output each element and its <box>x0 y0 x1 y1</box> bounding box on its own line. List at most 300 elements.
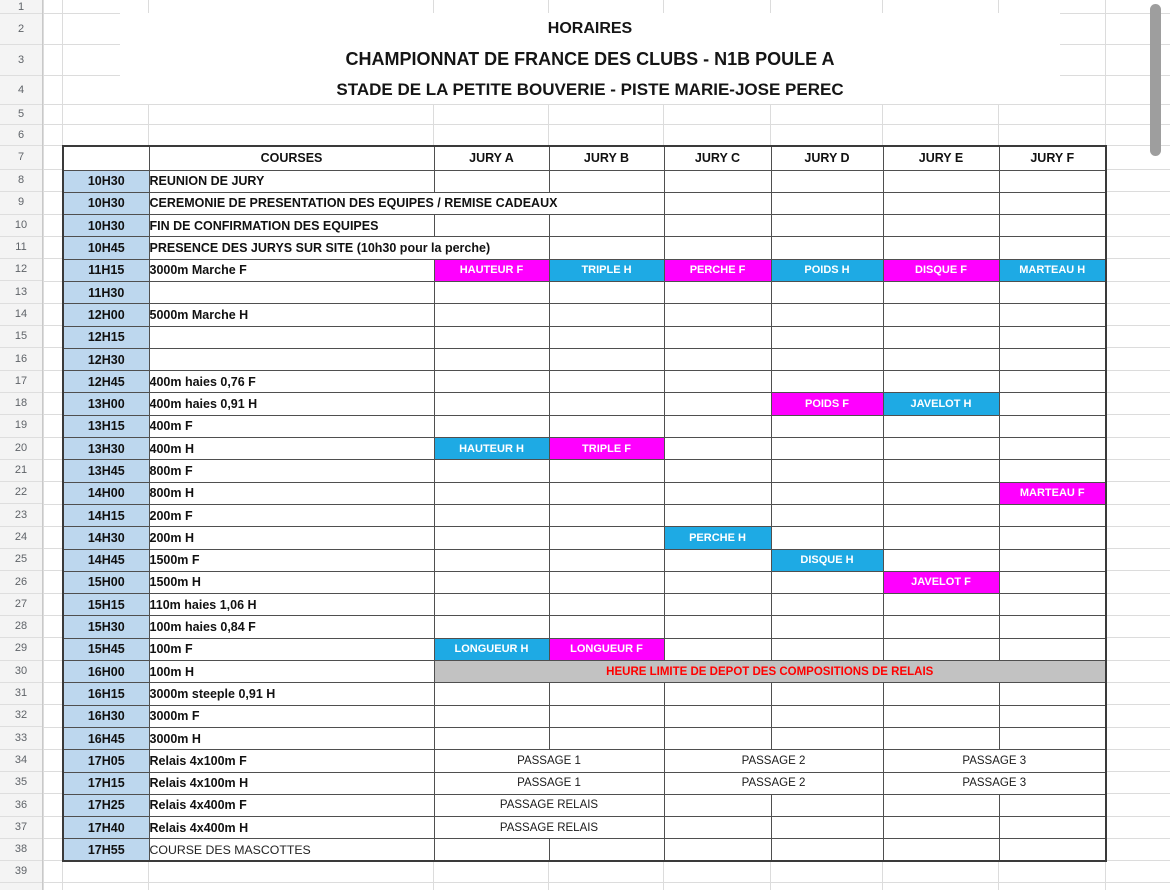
time-cell-38[interactable]: 17H55 <box>63 839 149 861</box>
jury-cell[interactable] <box>664 415 771 437</box>
row-number[interactable]: 19 <box>0 414 42 437</box>
row-number[interactable]: 14 <box>0 303 42 326</box>
jury-cell[interactable] <box>771 438 883 460</box>
title-venue[interactable]: STADE DE LA PETITE BOUVERIE - PISTE MARIE-JOSE PEREC <box>120 75 1060 104</box>
jury-cell[interactable] <box>549 371 664 393</box>
jury-cell[interactable] <box>771 415 883 437</box>
row-number[interactable]: 11 <box>0 236 42 259</box>
row-number[interactable]: 6 <box>0 124 42 146</box>
jury-cell[interactable] <box>549 839 664 861</box>
jury-header-a[interactable]: JURY A <box>434 146 549 170</box>
row-number[interactable]: 33 <box>0 727 42 750</box>
time-cell-28[interactable]: 15H30 <box>63 616 149 638</box>
row-number[interactable]: 18 <box>0 392 42 415</box>
jury-cell[interactable] <box>771 594 883 616</box>
jury-cell[interactable] <box>883 237 999 259</box>
jury-cell[interactable] <box>549 504 664 526</box>
jury-cell[interactable] <box>549 594 664 616</box>
course-cell-11[interactable]: PRESENCE DES JURYS SUR SITE (10h30 pour la perche) <box>149 237 549 259</box>
jury-cell[interactable] <box>771 170 883 192</box>
jury-cell[interactable] <box>549 393 664 415</box>
jury-cell[interactable] <box>771 839 883 861</box>
jury-cell[interactable] <box>771 616 883 638</box>
passage-cell[interactable]: PASSAGE 1 <box>434 772 664 794</box>
row-number[interactable]: 22 <box>0 481 42 504</box>
jury-cell[interactable] <box>999 304 1106 326</box>
jury-cell[interactable] <box>664 326 771 348</box>
jury-cell[interactable] <box>771 192 883 214</box>
row-number[interactable]: 31 <box>0 682 42 705</box>
jury-cell[interactable] <box>664 683 771 705</box>
jury-cell[interactable] <box>549 281 664 303</box>
row-number[interactable]: 20 <box>0 437 42 460</box>
jury-cell[interactable] <box>999 281 1106 303</box>
jury-header-e[interactable]: JURY E <box>883 146 999 170</box>
course-cell-32[interactable]: 3000m F <box>149 705 434 727</box>
time-cell-22[interactable]: 14H00 <box>63 482 149 504</box>
row-number[interactable]: 28 <box>0 615 42 638</box>
jury-cell[interactable] <box>999 504 1106 526</box>
row-number[interactable]: 30 <box>0 660 42 683</box>
jury-cell[interactable] <box>549 705 664 727</box>
jury-cell[interactable] <box>434 616 549 638</box>
jury-cell[interactable] <box>999 727 1106 749</box>
jury-cell[interactable] <box>664 571 771 593</box>
relay-deadline-notice[interactable]: HEURE LIMITE DE DEPOT DES COMPOSITIONS DE RELAIS <box>434 661 1106 683</box>
jury-cell[interactable] <box>664 460 771 482</box>
jury-cell[interactable] <box>883 192 999 214</box>
time-cell-25[interactable]: 14H45 <box>63 549 149 571</box>
jury-cell[interactable] <box>999 192 1106 214</box>
jury-cell[interactable] <box>434 839 549 861</box>
jury-cell[interactable] <box>883 817 999 839</box>
time-cell-18[interactable]: 13H00 <box>63 393 149 415</box>
jury-cell[interactable] <box>999 237 1106 259</box>
jury-header-b[interactable]: JURY B <box>549 146 664 170</box>
jury-cell[interactable] <box>771 460 883 482</box>
row-number[interactable]: 37 <box>0 816 42 839</box>
event-cell[interactable]: PERCHE F <box>664 259 771 281</box>
row-number[interactable]: 39 <box>0 860 42 883</box>
schedule-row-33 <box>63 727 1106 749</box>
course-cell-8[interactable]: REUNION DE JURY <box>149 170 434 192</box>
course-cell-36[interactable]: Relais 4x400m F <box>149 794 434 816</box>
schedule-row-14 <box>63 304 1106 326</box>
header-row <box>63 146 1106 170</box>
row-number[interactable]: 2 <box>0 13 42 45</box>
course-cell-14[interactable]: 5000m Marche H <box>149 304 434 326</box>
row-number[interactable]: 27 <box>0 593 42 616</box>
row-number[interactable]: 26 <box>0 570 42 593</box>
jury-cell[interactable] <box>549 304 664 326</box>
title-horaires[interactable]: HORAIRES <box>120 13 1060 44</box>
jury-cell[interactable] <box>999 549 1106 571</box>
schedule-row-20 <box>63 438 1106 460</box>
jury-cell[interactable] <box>771 638 883 660</box>
jury-header-f[interactable]: JURY F <box>999 146 1106 170</box>
event-cell[interactable]: JAVELOT F <box>883 571 999 593</box>
jury-cell[interactable] <box>883 638 999 660</box>
schedule-row-9 <box>63 192 1106 214</box>
event-cell[interactable]: LONGUEUR H <box>434 638 549 660</box>
jury-cell[interactable] <box>549 549 664 571</box>
course-cell-23[interactable]: 200m F <box>149 504 434 526</box>
jury-cell[interactable] <box>771 482 883 504</box>
jury-cell[interactable] <box>434 170 549 192</box>
schedule-row-30 <box>63 661 1106 683</box>
row-number[interactable]: 1 <box>0 0 42 14</box>
jury-cell[interactable] <box>664 281 771 303</box>
jury-cell[interactable] <box>434 460 549 482</box>
event-cell[interactable]: PERCHE H <box>664 527 771 549</box>
jury-cell[interactable] <box>434 371 549 393</box>
jury-cell[interactable] <box>664 348 771 370</box>
event-cell[interactable]: MARTEAU F <box>999 482 1106 504</box>
jury-cell[interactable] <box>664 393 771 415</box>
jury-cell[interactable] <box>999 415 1106 437</box>
row-number[interactable]: 10 <box>0 214 42 237</box>
jury-cell[interactable] <box>664 371 771 393</box>
passage-cell[interactable]: PASSAGE 3 <box>883 750 1106 772</box>
jury-cell[interactable] <box>883 326 999 348</box>
row-number[interactable]: 35 <box>0 771 42 794</box>
course-cell-19[interactable]: 400m F <box>149 415 434 437</box>
jury-cell[interactable] <box>549 571 664 593</box>
schedule-row-17 <box>63 371 1106 393</box>
schedule-row-34 <box>63 750 1106 772</box>
time-cell-15[interactable]: 12H15 <box>63 326 149 348</box>
jury-cell[interactable] <box>549 460 664 482</box>
jury-cell[interactable] <box>664 170 771 192</box>
time-cell-17[interactable]: 12H45 <box>63 371 149 393</box>
course-cell-9[interactable]: CEREMONIE DE PRESENTATION DES EQUIPES / REMISE CADEAUX <box>149 192 664 214</box>
schedule-row-23 <box>63 504 1106 526</box>
jury-header-d[interactable]: JURY D <box>771 146 883 170</box>
course-cell-17[interactable]: 400m haies 0,76 F <box>149 371 434 393</box>
row-number[interactable]: 36 <box>0 793 42 816</box>
gridline <box>43 104 1170 105</box>
event-cell[interactable]: POIDS H <box>771 259 883 281</box>
jury-cell[interactable] <box>771 326 883 348</box>
jury-cell[interactable] <box>771 794 883 816</box>
event-cell[interactable]: LONGUEUR F <box>549 638 664 660</box>
time-cell-11[interactable]: 10H45 <box>63 237 149 259</box>
time-cell-36[interactable]: 17H25 <box>63 794 149 816</box>
time-cell-24[interactable]: 14H30 <box>63 527 149 549</box>
passage-cell[interactable]: PASSAGE RELAIS <box>434 794 664 816</box>
time-header-cell[interactable] <box>63 146 149 170</box>
course-cell-35[interactable]: Relais 4x100m H <box>149 772 434 794</box>
jury-cell[interactable] <box>771 215 883 237</box>
jury-cell[interactable] <box>664 727 771 749</box>
jury-cell[interactable] <box>434 482 549 504</box>
event-cell[interactable]: HAUTEUR H <box>434 438 549 460</box>
time-cell-32[interactable]: 16H30 <box>63 705 149 727</box>
jury-cell[interactable] <box>999 616 1106 638</box>
jury-cell[interactable] <box>771 304 883 326</box>
jury-cell[interactable] <box>771 527 883 549</box>
row-number[interactable]: 7 <box>0 145 42 170</box>
time-cell-19[interactable]: 13H15 <box>63 415 149 437</box>
course-cell-28[interactable]: 100m haies 0,84 F <box>149 616 434 638</box>
jury-cell[interactable] <box>883 482 999 504</box>
passage-cell[interactable]: PASSAGE 2 <box>664 750 883 772</box>
row-number[interactable]: 13 <box>0 281 42 304</box>
row-number[interactable]: 15 <box>0 325 42 348</box>
jury-cell[interactable] <box>664 438 771 460</box>
jury-cell[interactable] <box>883 839 999 861</box>
jury-cell[interactable] <box>999 594 1106 616</box>
course-cell-18[interactable]: 400m haies 0,91 H <box>149 393 434 415</box>
jury-cell[interactable] <box>664 504 771 526</box>
row-number[interactable]: 9 <box>0 191 42 214</box>
jury-cell[interactable] <box>549 326 664 348</box>
jury-cell[interactable] <box>999 326 1106 348</box>
jury-cell[interactable] <box>999 170 1106 192</box>
jury-cell[interactable] <box>549 616 664 638</box>
jury-cell[interactable] <box>883 794 999 816</box>
jury-cell[interactable] <box>549 348 664 370</box>
course-cell-13[interactable] <box>149 281 434 303</box>
course-cell-10[interactable]: FIN DE CONFIRMATION DES EQUIPES <box>149 215 434 237</box>
row-number[interactable]: 17 <box>0 370 42 393</box>
jury-cell[interactable] <box>999 348 1106 370</box>
jury-cell[interactable] <box>999 705 1106 727</box>
jury-cell[interactable] <box>434 504 549 526</box>
jury-cell[interactable] <box>549 527 664 549</box>
event-cell[interactable]: POIDS F <box>771 393 883 415</box>
jury-cell[interactable] <box>664 638 771 660</box>
jury-cell[interactable] <box>664 549 771 571</box>
jury-cell[interactable] <box>883 281 999 303</box>
jury-cell[interactable] <box>883 415 999 437</box>
event-cell[interactable]: MARTEAU H <box>999 259 1106 281</box>
jury-cell[interactable] <box>664 482 771 504</box>
jury-cell[interactable] <box>883 215 999 237</box>
schedule-row-19 <box>63 415 1106 437</box>
row-number[interactable]: 3 <box>0 44 42 76</box>
row-number[interactable]: 38 <box>0 838 42 861</box>
event-cell[interactable]: DISQUE F <box>883 259 999 281</box>
jury-cell[interactable] <box>999 683 1106 705</box>
vertical-scrollbar-thumb[interactable] <box>1150 4 1161 156</box>
row-number[interactable]: 8 <box>0 169 42 192</box>
time-cell-8[interactable]: 10H30 <box>63 170 149 192</box>
jury-header-c[interactable]: JURY C <box>664 146 771 170</box>
jury-cell[interactable] <box>999 527 1106 549</box>
time-cell-13[interactable]: 11H30 <box>63 281 149 303</box>
course-cell-15[interactable] <box>149 326 434 348</box>
time-cell-12[interactable]: 11H15 <box>63 259 149 281</box>
course-cell-34[interactable]: Relais 4x100m F <box>149 750 434 772</box>
schedule-row-31 <box>63 683 1106 705</box>
course-cell-12[interactable]: 3000m Marche F <box>149 259 434 281</box>
jury-cell[interactable] <box>434 304 549 326</box>
row-number[interactable]: 25 <box>0 548 42 571</box>
jury-cell[interactable] <box>771 705 883 727</box>
jury-cell[interactable] <box>771 683 883 705</box>
jury-cell[interactable] <box>771 817 883 839</box>
course-cell-20[interactable]: 400m H <box>149 438 434 460</box>
jury-cell[interactable] <box>434 348 549 370</box>
time-cell-31[interactable]: 16H15 <box>63 683 149 705</box>
passage-cell[interactable]: PASSAGE 2 <box>664 772 883 794</box>
course-cell-21[interactable]: 800m F <box>149 460 434 482</box>
jury-cell[interactable] <box>883 683 999 705</box>
jury-cell[interactable] <box>664 705 771 727</box>
jury-cell[interactable] <box>664 839 771 861</box>
jury-cell[interactable] <box>434 549 549 571</box>
course-cell-24[interactable]: 200m H <box>149 527 434 549</box>
row-number[interactable]: 23 <box>0 504 42 527</box>
jury-cell[interactable] <box>549 727 664 749</box>
passage-cell[interactable]: PASSAGE 3 <box>883 772 1106 794</box>
jury-cell[interactable] <box>999 393 1106 415</box>
jury-cell[interactable] <box>434 527 549 549</box>
jury-cell[interactable] <box>549 215 664 237</box>
time-cell-10[interactable]: 10H30 <box>63 215 149 237</box>
event-cell[interactable]: JAVELOT H <box>883 393 999 415</box>
jury-cell[interactable] <box>549 683 664 705</box>
jury-cell[interactable] <box>999 817 1106 839</box>
jury-cell[interactable] <box>883 616 999 638</box>
jury-cell[interactable] <box>883 594 999 616</box>
jury-cell[interactable] <box>434 415 549 437</box>
jury-cell[interactable] <box>999 460 1106 482</box>
course-cell-26[interactable]: 1500m H <box>149 571 434 593</box>
time-cell-23[interactable]: 14H15 <box>63 504 149 526</box>
jury-cell[interactable] <box>883 170 999 192</box>
jury-cell[interactable] <box>549 482 664 504</box>
jury-cell[interactable] <box>999 638 1106 660</box>
jury-cell[interactable] <box>434 326 549 348</box>
jury-cell[interactable] <box>999 794 1106 816</box>
jury-cell[interactable] <box>664 594 771 616</box>
jury-cell[interactable] <box>999 438 1106 460</box>
jury-cell[interactable] <box>883 549 999 571</box>
jury-cell[interactable] <box>999 215 1106 237</box>
jury-cell[interactable] <box>664 817 771 839</box>
time-cell-30[interactable]: 16H00 <box>63 661 149 683</box>
jury-cell[interactable] <box>883 348 999 370</box>
course-cell-38[interactable]: COURSE DES MASCOTTES <box>149 839 434 861</box>
jury-cell[interactable] <box>999 571 1106 593</box>
passage-cell[interactable]: PASSAGE RELAIS <box>434 817 664 839</box>
jury-cell[interactable] <box>883 438 999 460</box>
jury-cell[interactable] <box>434 594 549 616</box>
time-cell-20[interactable]: 13H30 <box>63 438 149 460</box>
title-championship[interactable]: CHAMPIONNAT DE FRANCE DES CLUBS - N1B POULE A <box>120 44 1060 75</box>
row-number[interactable]: 12 <box>0 258 42 281</box>
jury-cell[interactable] <box>434 215 549 237</box>
jury-cell[interactable] <box>664 304 771 326</box>
course-cell-29[interactable]: 100m F <box>149 638 434 660</box>
jury-cell[interactable] <box>434 281 549 303</box>
passage-cell[interactable]: PASSAGE 1 <box>434 750 664 772</box>
jury-cell[interactable] <box>771 504 883 526</box>
jury-cell[interactable] <box>883 371 999 393</box>
jury-cell[interactable] <box>664 192 771 214</box>
event-cell[interactable]: HAUTEUR F <box>434 259 549 281</box>
row-number[interactable]: 29 <box>0 637 42 660</box>
row-number[interactable]: 24 <box>0 526 42 549</box>
jury-cell[interactable] <box>883 527 999 549</box>
jury-cell[interactable] <box>549 415 664 437</box>
course-cell-37[interactable]: Relais 4x400m H <box>149 817 434 839</box>
row-number[interactable]: 5 <box>0 104 42 125</box>
jury-cell[interactable] <box>883 504 999 526</box>
row-number[interactable]: 21 <box>0 459 42 482</box>
time-cell-14[interactable]: 12H00 <box>63 304 149 326</box>
jury-cell[interactable] <box>549 237 664 259</box>
time-cell-33[interactable]: 16H45 <box>63 727 149 749</box>
jury-cell[interactable] <box>434 683 549 705</box>
row-number[interactable]: 4 <box>0 75 42 105</box>
course-cell-27[interactable]: 110m haies 1,06 H <box>149 594 434 616</box>
time-cell-29[interactable]: 15H45 <box>63 638 149 660</box>
jury-cell[interactable] <box>883 304 999 326</box>
course-cell-33[interactable]: 3000m H <box>149 727 434 749</box>
jury-cell[interactable] <box>771 371 883 393</box>
jury-cell[interactable] <box>664 794 771 816</box>
jury-cell[interactable] <box>771 571 883 593</box>
course-cell-31[interactable]: 3000m steeple 0,91 H <box>149 683 434 705</box>
jury-cell[interactable] <box>434 705 549 727</box>
jury-cell[interactable] <box>664 616 771 638</box>
jury-cell[interactable] <box>883 460 999 482</box>
time-cell-16[interactable]: 12H30 <box>63 348 149 370</box>
jury-cell[interactable] <box>771 727 883 749</box>
course-cell-16[interactable] <box>149 348 434 370</box>
jury-cell[interactable] <box>883 727 999 749</box>
time-cell-27[interactable]: 15H15 <box>63 594 149 616</box>
time-cell-9[interactable]: 10H30 <box>63 192 149 214</box>
time-cell-37[interactable]: 17H40 <box>63 817 149 839</box>
course-cell-22[interactable]: 800m H <box>149 482 434 504</box>
event-cell[interactable]: TRIPLE F <box>549 438 664 460</box>
event-cell[interactable]: TRIPLE H <box>549 259 664 281</box>
row-number[interactable]: 34 <box>0 749 42 772</box>
jury-cell[interactable] <box>771 348 883 370</box>
course-cell-25[interactable]: 1500m F <box>149 549 434 571</box>
jury-cell[interactable] <box>999 839 1106 861</box>
jury-cell[interactable] <box>434 727 549 749</box>
schedule-row-29 <box>63 638 1106 660</box>
jury-cell[interactable] <box>434 571 549 593</box>
jury-cell[interactable] <box>549 170 664 192</box>
jury-cell[interactable] <box>664 237 771 259</box>
jury-cell[interactable] <box>999 371 1106 393</box>
row-number[interactable]: 16 <box>0 347 42 370</box>
time-cell-21[interactable]: 13H45 <box>63 460 149 482</box>
jury-cell[interactable] <box>771 237 883 259</box>
schedule-row-11 <box>63 237 1106 259</box>
time-cell-26[interactable]: 15H00 <box>63 571 149 593</box>
jury-cell[interactable] <box>771 281 883 303</box>
time-cell-34[interactable]: 17H05 <box>63 750 149 772</box>
courses-header[interactable]: COURSES <box>149 146 434 170</box>
jury-cell[interactable] <box>883 705 999 727</box>
time-cell-35[interactable]: 17H15 <box>63 772 149 794</box>
schedule-row-27 <box>63 594 1106 616</box>
jury-cell[interactable] <box>664 215 771 237</box>
event-cell[interactable]: DISQUE H <box>771 549 883 571</box>
schedule-row-13 <box>63 281 1106 303</box>
schedule-row-25 <box>63 549 1106 571</box>
course-cell-30[interactable]: 100m H <box>149 661 434 683</box>
row-number[interactable]: 32 <box>0 704 42 727</box>
jury-cell[interactable] <box>434 393 549 415</box>
